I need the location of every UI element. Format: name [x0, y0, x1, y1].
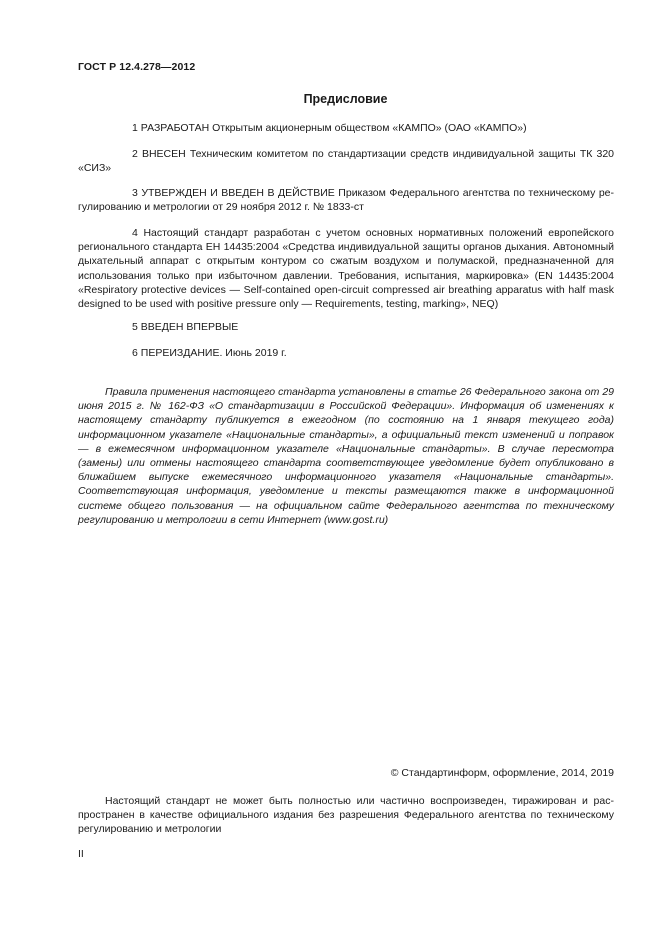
item-number: 5 — [132, 321, 138, 333]
item-text: РАЗРАБОТАН Открытым акционерным обществом «КАМПО» (ОАО «КАМПО») — [140, 122, 527, 134]
item-number: 3 — [132, 187, 138, 199]
item-text: ВНЕСЕН Техническим комитетом по стандартизации средств индивидуальной защиты ТК 320 «СИЗ» — [78, 148, 614, 175]
item-text: ПЕРЕИЗДАНИЕ. Июнь 2019 г. — [140, 347, 287, 359]
item-text: Настоящий стандарт разработан с учетом основных нормативных положений европейского регионального стандарта ЕН 14435:2004 «Средства индивидуальной защиты органов дыхания. Автономный дыхательный аппарат с открытым контуром со сжатым воздухом и полумаской, предназначенной для использования только при избыточном давлении. Требования, испытания, маркировка» (EN 14435:2004 «Respiratory protective devices — Self-contained open-circuit compressed air breathing apparatus with half mask designed to be used with positive pressure only — Requirements, testing, marking», NEQ) — [78, 227, 614, 311]
list-item-1 — [78, 121, 614, 135]
item-text: ВВЕДЕН ВПЕРВЫЕ — [140, 321, 239, 333]
item-number: 6 — [132, 347, 138, 359]
item-number: 1 — [132, 122, 138, 134]
page-title: Предисловие — [303, 92, 388, 106]
list-item-5 — [78, 320, 614, 334]
reproduction-rights-paragraph: Настоящий стандарт не может быть полностью или частично воспроизведен, тиражирован и распространен в качестве официального издания без разрешения Федерального агентства по техническому регулированию и метрологии — [78, 795, 614, 836]
item-number: 2 — [132, 148, 138, 160]
copyright-line: © Стандартинформ, оформление, 2014, 2019 — [390, 767, 614, 779]
list-item-4 — [78, 226, 614, 311]
page-number: II — [78, 848, 84, 860]
item-number: 4 — [132, 227, 138, 239]
standard-notice-paragraph: Правила применения настоящего стандарта установлены в статье 26 Федерального закона от 29 июня 2015 г. № 162-ФЗ «О стандартизации в Российской Федерации». Информация об изменениях к настоящему стандарту публикуется в ежегодном (по состоянию на 1 января текущего года) информационном указателе «Национальные стандарты», а официальный текст изменений и поправок — в ежемесячном информационном указателе «Национальные стандарты». В случае пересмотра (замены) или отмены настоящего стандарта соответствующее уведомление будет опубликовано в ближайшем выпуске ежемесячного информационного указателя «Национальные стандарты». Соответствующая информация, уведомление и тексты размещаются также в информационной системе общего пользования — на официальном сайте Федерального агентства по техническому регулированию и метрологии в сети Интернет (www.gost.ru) — [78, 386, 614, 526]
list-item-2 — [78, 147, 614, 175]
item-text: УТВЕРЖДЕН И ВВЕДЕН В ДЕЙСТВИЕ Приказом Федерального агентства по техническому регулированию и метрологии от 29 ноября 2012 г. № 1833-ст — [78, 187, 614, 214]
list-item-6 — [78, 346, 614, 360]
list-item-3 — [78, 186, 614, 214]
standard-code-header: ГОСТ Р 12.4.278—2012 — [78, 61, 196, 73]
